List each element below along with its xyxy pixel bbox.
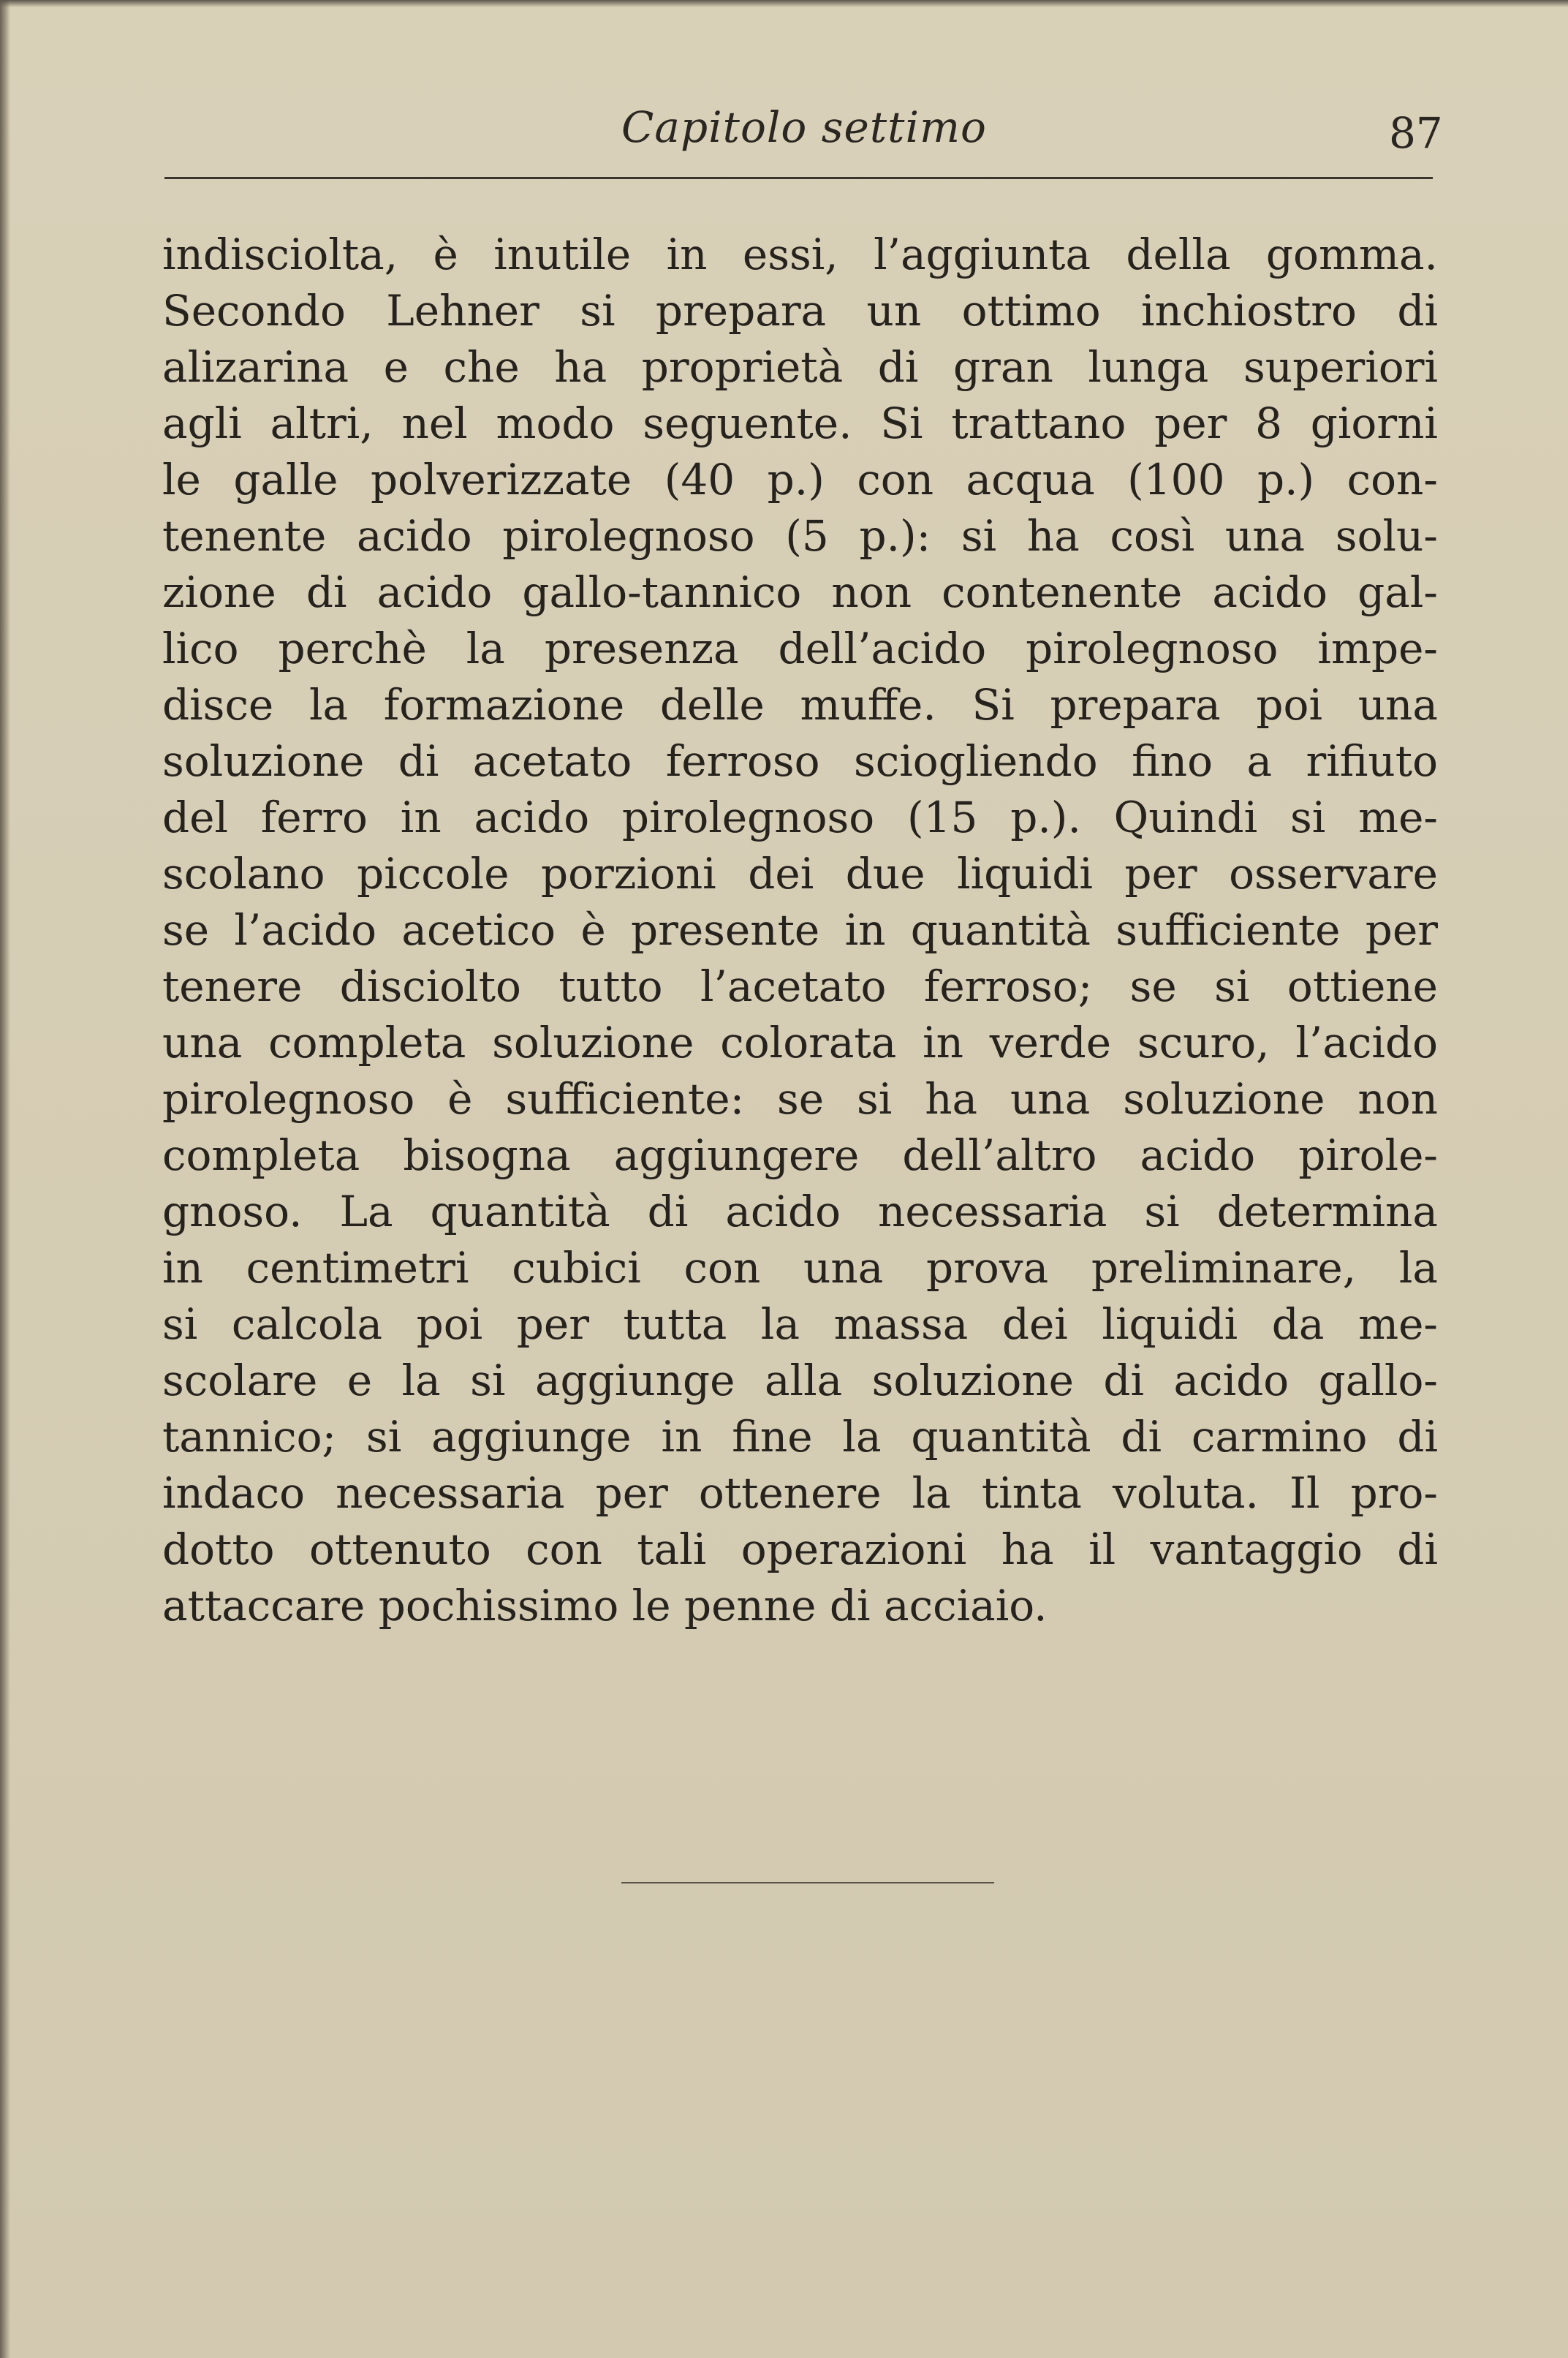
text-line: tenente acido pirolegnoso (5 p.): si ha così una solu-	[162, 511, 1438, 561]
page-number: 87	[1389, 108, 1443, 158]
chapter-end-rule	[621, 1882, 994, 1883]
text-line: tannico; si aggiunge in fine la quantità di carmino di	[162, 1412, 1438, 1462]
text-line: in centimetri cubici con una prova preliminare, la	[162, 1243, 1438, 1293]
page-left-edge	[0, 0, 10, 2358]
text-line: indaco necessaria per ottenere la tinta voluta. Il pro-	[162, 1468, 1438, 1518]
text-line: agli altri, nel modo seguente. Si trattano per 8 giorni	[162, 398, 1438, 448]
text-line: se l’acido acetico è presente in quantità sufficiente per	[162, 905, 1438, 955]
text-line: disce la formazione delle muffe. Si prepara poi una	[162, 680, 1438, 730]
text-line: scolare e la si aggiunge alla soluzione di acido gallo-	[162, 1356, 1438, 1405]
body-text	[162, 227, 1438, 1634]
header-rule	[164, 177, 1433, 179]
text-line: Secondo Lehner si prepara un ottimo inchiostro di	[162, 286, 1438, 336]
text-line: zione di acido gallo-tannico non contenente acido gal-	[162, 567, 1438, 617]
text-line: del ferro in acido pirolegnoso (15 p.). Quindi si me-	[162, 793, 1438, 842]
text-line: si calcola poi per tutta la massa dei liquidi da me-	[162, 1299, 1438, 1349]
text-line: tenere disciolto tutto l’acetato ferroso; se si ottiene	[162, 961, 1438, 1011]
chapter-title: Capitolo settimo	[621, 102, 987, 152]
text-line: indisciolta, è inutile in essi, l’aggiunta della gomma.	[162, 230, 1438, 279]
text-line: completa bisogna aggiungere dell’altro acido pirole-	[162, 1130, 1438, 1180]
text-line: una completa soluzione colorata in verde scuro, l’acido	[162, 1018, 1438, 1067]
text-line: attaccare pochissimo le penne di acciaio.	[162, 1581, 1048, 1630]
text-line: scolano piccole porzioni dei due liquidi per osservare	[162, 849, 1438, 899]
text-line: alizarina e che ha proprietà di gran lunga superiori	[162, 342, 1438, 392]
text-line: soluzione di acetato ferroso sciogliendo fino a rifiuto	[162, 736, 1438, 786]
running-head	[0, 102, 1568, 168]
text-line: le galle polverizzate (40 p.) con acqua (100 p.) con-	[162, 455, 1438, 505]
text-line: pirolegnoso è sufficiente: se si ha una soluzione non	[162, 1074, 1438, 1124]
page-top-edge	[0, 0, 1568, 7]
text-line: gnoso. La quantità di acido necessaria si determina	[162, 1187, 1438, 1236]
text-line: dotto ottenuto con tali operazioni ha il vantaggio di	[162, 1524, 1438, 1574]
text-line: lico perchè la presenza dell’acido pirolegnoso impe-	[162, 624, 1438, 673]
